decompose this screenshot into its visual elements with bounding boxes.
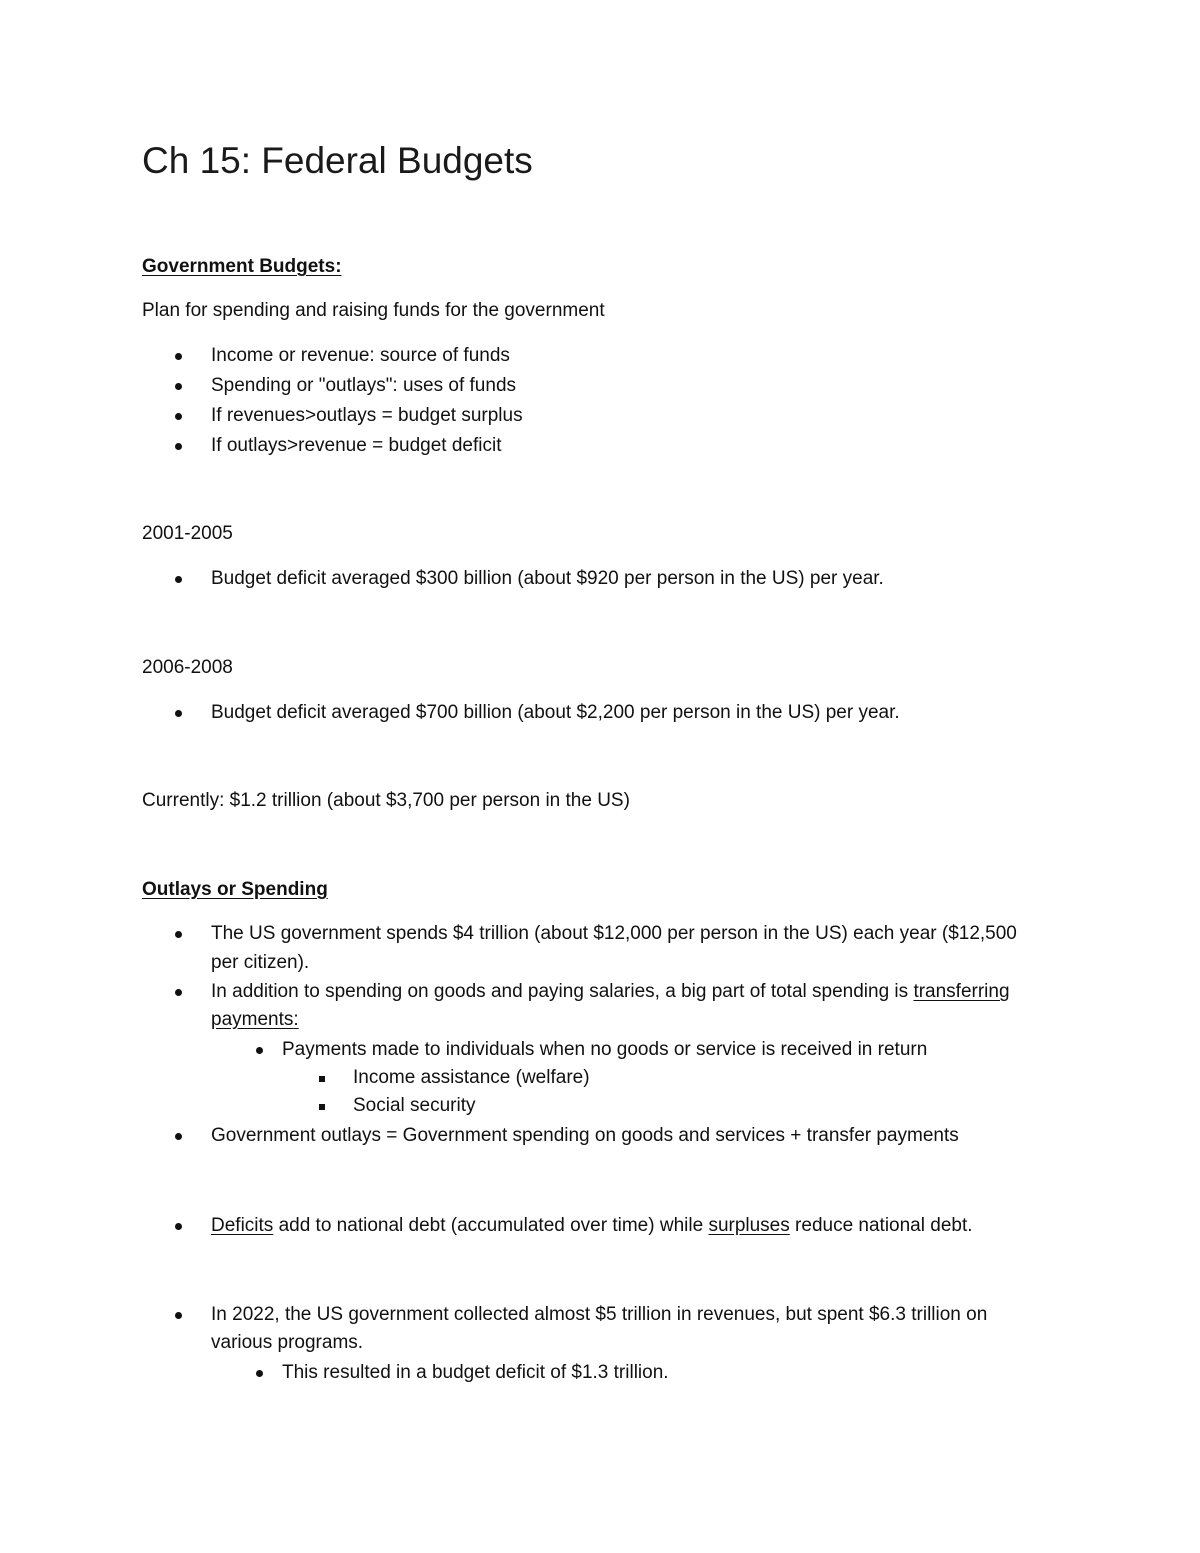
list-item: The US government spends $4 trillion (about $12,000 per person in the US) each year ($12,500: [211, 923, 1017, 944]
text-run: :: [293, 1009, 299, 1030]
list-item: Spending or "outlays": uses of funds: [211, 375, 517, 396]
current-deficit-text: Currently: $1.2 trillion (about $3,700 per person in the US): [142, 790, 630, 811]
bullet-icon: [175, 931, 182, 938]
bullet-icon: [175, 353, 182, 360]
underlined-term: transferring: [913, 981, 1010, 1002]
bullet-icon: [175, 443, 182, 450]
sub-list-item: Payments made to individuals when no goods or service is received in return: [282, 1039, 928, 1060]
page-title: Ch 15: Federal Budgets: [142, 140, 533, 181]
bullet-icon: [175, 1223, 182, 1230]
bullet-icon: [175, 989, 182, 996]
text-run: add to national debt (accumulated over time) while: [273, 1215, 709, 1236]
list-item: Budget deficit averaged $700 billion (about $2,200 per person in the US) per year.: [211, 702, 900, 723]
list-item: If outlays>revenue = budget deficit: [211, 435, 502, 456]
section-heading-outlays: Outlays or Spending: [142, 879, 328, 900]
period-label: 2006-2008: [142, 657, 233, 678]
sub-sub-list-item: Social security: [353, 1095, 476, 1116]
bullet-icon: [175, 413, 182, 420]
underlined-term: Deficits: [211, 1215, 274, 1236]
list-item-continuation: per citizen).: [211, 952, 310, 973]
list-item-continuation: various programs.: [211, 1332, 364, 1353]
list-item: [211, 978, 1010, 1006]
list-item: Income or revenue: source of funds: [211, 345, 510, 366]
text-run: In addition to spending on goods and paying salaries, a big part of total spending is: [211, 981, 914, 1002]
text-run: reduce national debt.: [789, 1215, 973, 1236]
sub-sub-list-item: Income assistance (welfare): [353, 1067, 590, 1088]
bullet-icon: [256, 1370, 263, 1377]
underlined-term: payments: [211, 1009, 294, 1030]
underlined-term: surpluses: [708, 1215, 790, 1236]
period-label: 2001-2005: [142, 523, 233, 544]
list-item: [211, 1212, 973, 1240]
section-intro: Plan for spending and raising funds for the government: [142, 300, 605, 321]
bullet-icon: [175, 710, 182, 717]
list-item: If revenues>outlays = budget surplus: [211, 405, 523, 426]
bullet-icon: [175, 1312, 182, 1319]
list-item: Government outlays = Government spending on goods and services + transfer payments: [211, 1125, 959, 1146]
list-item: Budget deficit averaged $300 billion (about $920 per person in the US) per year.: [211, 568, 884, 589]
list-item: In 2022, the US government collected almost $5 trillion in revenues, but spent $6.3 trillion on: [211, 1304, 988, 1325]
bullet-icon: [175, 576, 182, 583]
section-heading-government-budgets: Government Budgets:: [142, 256, 342, 277]
sub-list-item: This resulted in a budget deficit of $1.3 trillion.: [282, 1362, 669, 1383]
list-item-continuation: [211, 1006, 299, 1034]
bullet-icon: [175, 1133, 182, 1140]
square-bullet-icon: [319, 1076, 325, 1082]
square-bullet-icon: [319, 1104, 325, 1110]
bullet-icon: [175, 383, 182, 390]
bullet-icon: [256, 1047, 263, 1054]
